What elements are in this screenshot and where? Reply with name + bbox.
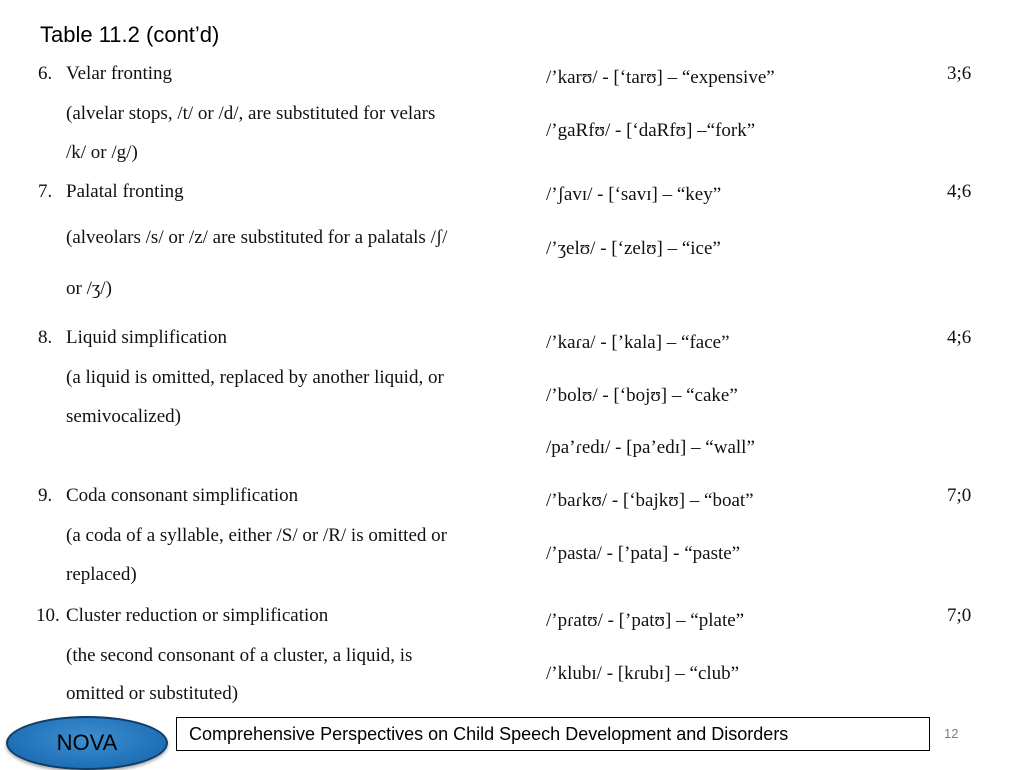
row-description-line: or /ʒ/) (66, 278, 112, 299)
row-age: 4;6 (947, 327, 972, 348)
row-heading: Palatal fronting (66, 181, 184, 202)
slide-title: Table 11.2 (cont’d) (40, 22, 220, 47)
row-number: 6. (38, 63, 53, 84)
row-description-line: semivocalized) (66, 406, 182, 427)
row-number: 9. (38, 485, 53, 506)
row-example: /’gaRfʊ/ - [‘daRfʊ] –“fork” (546, 120, 756, 141)
row-number: 7. (38, 181, 53, 202)
row-number: 10. (36, 605, 60, 626)
row-example: /’baɾkʊ/ - [‘bajkʊ] – “boat” (546, 490, 754, 511)
row-example: /’klubɪ/ - [kɾubɪ] – “club” (546, 663, 740, 684)
footer-title-box (176, 717, 930, 751)
row-description-line: (a liquid is omitted, replaced by another liquid, or (66, 367, 444, 388)
row-example: /’pɾatʊ/ - [’patʊ] – “plate” (546, 610, 745, 631)
row-age: 7;0 (947, 605, 972, 626)
row-example: /’ʒelʊ/ - [‘zelʊ] – “ice” (546, 238, 721, 259)
footer-book-title: Comprehensive Perspectives on Child Speech Development and Disorders (189, 723, 789, 744)
row-example: /pa’ɾedɪ/ - [pa’edɪ] – “wall” (546, 437, 755, 458)
row-description-line: (the second consonant of a cluster, a liquid, is (66, 645, 413, 666)
page-number: 12 (944, 726, 959, 741)
row-example: /’ʃavɪ/ - [‘savɪ] – “key” (546, 184, 722, 205)
row-description-line: (a coda of a syllable, either /S/ or /R/ is omitted or (66, 525, 447, 546)
row-heading: Velar fronting (66, 63, 173, 84)
row-description-line: (alvelar stops, /t/ or /d/, are substituted for velars (66, 103, 436, 124)
row-heading: Cluster reduction or simplification (66, 605, 329, 626)
row-heading: Liquid simplification (66, 327, 227, 348)
nova-logo-text: NOVA (56, 730, 118, 755)
row-description-line: omitted or substituted) (66, 683, 239, 704)
row-age: 7;0 (947, 485, 972, 506)
nova-logo (6, 716, 168, 770)
row-example: /’pasta/ - [’pata] - “paste” (546, 543, 741, 564)
row-example: /’kaɾa/ - [’kala] – “face” (546, 332, 730, 353)
row-heading: Coda consonant simplification (66, 485, 299, 506)
row-description-line: (alveolars /s/ or /z/ are substituted for a palatals /ʃ/ (66, 227, 448, 248)
row-age: 4;6 (947, 181, 972, 202)
row-description-line: replaced) (66, 564, 137, 585)
row-number: 8. (38, 327, 53, 348)
row-example: /’bolʊ/ - [‘bojʊ] – “cake” (546, 385, 738, 406)
row-age: 3;6 (947, 63, 972, 84)
row-example: /’karʊ/ - [‘tarʊ] – “expensive” (546, 67, 775, 88)
row-description-line: /k/ or /g/) (66, 142, 138, 163)
